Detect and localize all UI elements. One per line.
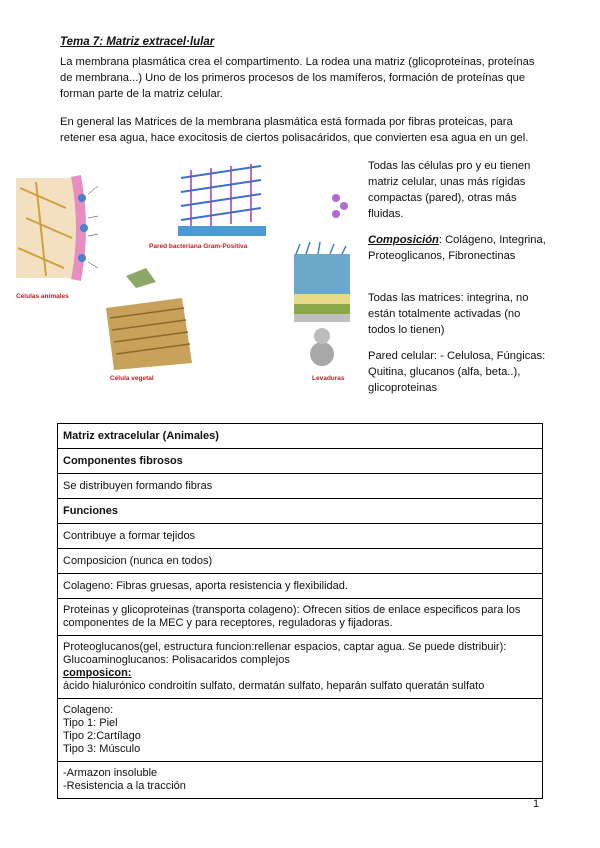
extracellular-matrix-figure — [6, 158, 360, 386]
side-text-composition — [368, 232, 548, 264]
traction-line: -Resistencia a la tracción — [63, 780, 186, 792]
functions-cell: Funciones — [58, 499, 543, 524]
table-row — [58, 499, 543, 524]
composition-label: Composición — [368, 234, 439, 246]
document-title: Tema 7: Matriz extracel·lular — [60, 36, 215, 48]
collagen-fibers-cell: Colageno: Fibras gruesas, aporta resistencia y flexibilidad. — [58, 574, 543, 599]
plant-cell-illustration — [106, 268, 192, 370]
table-row — [58, 549, 543, 574]
caption-bacterial-wall: Pared bacteriana Gram-Positiva — [149, 243, 248, 250]
table-header-cell: Matriz extracelular (Animales) — [58, 424, 543, 449]
table-row — [58, 636, 543, 699]
composition-list-line: ácido hialurónico condroitín sulfato, dermatán sulfato, heparán sulfato queratán sulfato — [63, 680, 485, 692]
glycosaminoglycans-line: Glucoaminoglucanos: Polisacaridos complejos — [63, 654, 290, 666]
table-row — [58, 449, 543, 474]
tissue-cell: Contribuye a formar tejidos — [58, 524, 543, 549]
intro-paragraph: La membrana plasmática crea el compartimento. La rodea una matriz (glicoproteínas, proteínas de membrana...) Uno de los primeros procesos de los mamíferos, formación de proteínas que forman parte de la matriz celular. — [60, 56, 535, 100]
table-row — [58, 424, 543, 449]
animal-cells-illustration — [16, 176, 98, 280]
bacterial-wall-illustration — [178, 164, 348, 236]
side-text-cells: Todas las células pro y eu tienen matriz celular, unas más rígidas compactas (pared), otras más fluidas. — [368, 160, 531, 220]
proteoglycans-cell — [58, 636, 543, 699]
table-row — [58, 524, 543, 549]
collagen-properties-cell — [58, 762, 543, 799]
side-text-integrin: Todas las matrices: integrina, no están totalmente activadas (no todos lo tienen) — [368, 292, 529, 336]
yeast-wall-illustration — [294, 242, 350, 366]
glycoproteins-cell: Proteinas y glicoproteinas (transporta colageno): Ofrecen sitios de enlace especificos para los componentes de la MEC y para receptores, reguladoras y fijadoras. — [58, 599, 543, 636]
collagen-title: Colageno: — [63, 704, 114, 716]
proteoglycans-line: Proteoglucanos(gel, estructura funcion:rellenar espacios, captar agua. Se puede distribuir): — [63, 641, 507, 653]
table-row — [58, 762, 543, 799]
composition-text: : Colágeno, Integrina, Proteoglicanos, Fibronectinas — [368, 234, 546, 262]
table-row — [58, 699, 543, 762]
page-number: 1 — [533, 798, 540, 810]
table-row — [58, 574, 543, 599]
caption-yeast: Levaduras — [312, 375, 345, 382]
matrix-paragraph: En general las Matrices de la membrana plasmática está formada por fibras proteicas, para retener esa agua, hace exocitosis de ciertos polisacáridos, que convierten esa agua en un gel. — [60, 116, 529, 144]
table-row — [58, 599, 543, 636]
collagen-type-3: Tipo 3: Músculo — [63, 743, 141, 755]
side-text-cell-wall: Pared celular: - Celulosa, Fúngicas: Quitina, glucanos (alfa, beta..), glicoproteinas — [368, 350, 546, 394]
collagen-types-cell — [58, 699, 543, 762]
collagen-type-1: Tipo 1: Piel — [63, 717, 118, 729]
insoluble-line: -Armazon insoluble — [63, 767, 158, 779]
fibers-cell: Se distribuyen formando fibras — [58, 474, 543, 499]
caption-animal-cells: Células animales — [16, 293, 69, 300]
extracellular-matrix-table — [57, 423, 543, 799]
collagen-type-2: Tipo 2:Cartílago — [63, 730, 141, 742]
composition-sub-label: composicon: — [63, 667, 132, 679]
composition-cell: Composicion (nunca en todos) — [58, 549, 543, 574]
table-row — [58, 474, 543, 499]
fibrous-components-cell: Componentes fibrosos — [58, 449, 543, 474]
caption-plant-cell: Célula vegetal — [110, 375, 154, 382]
